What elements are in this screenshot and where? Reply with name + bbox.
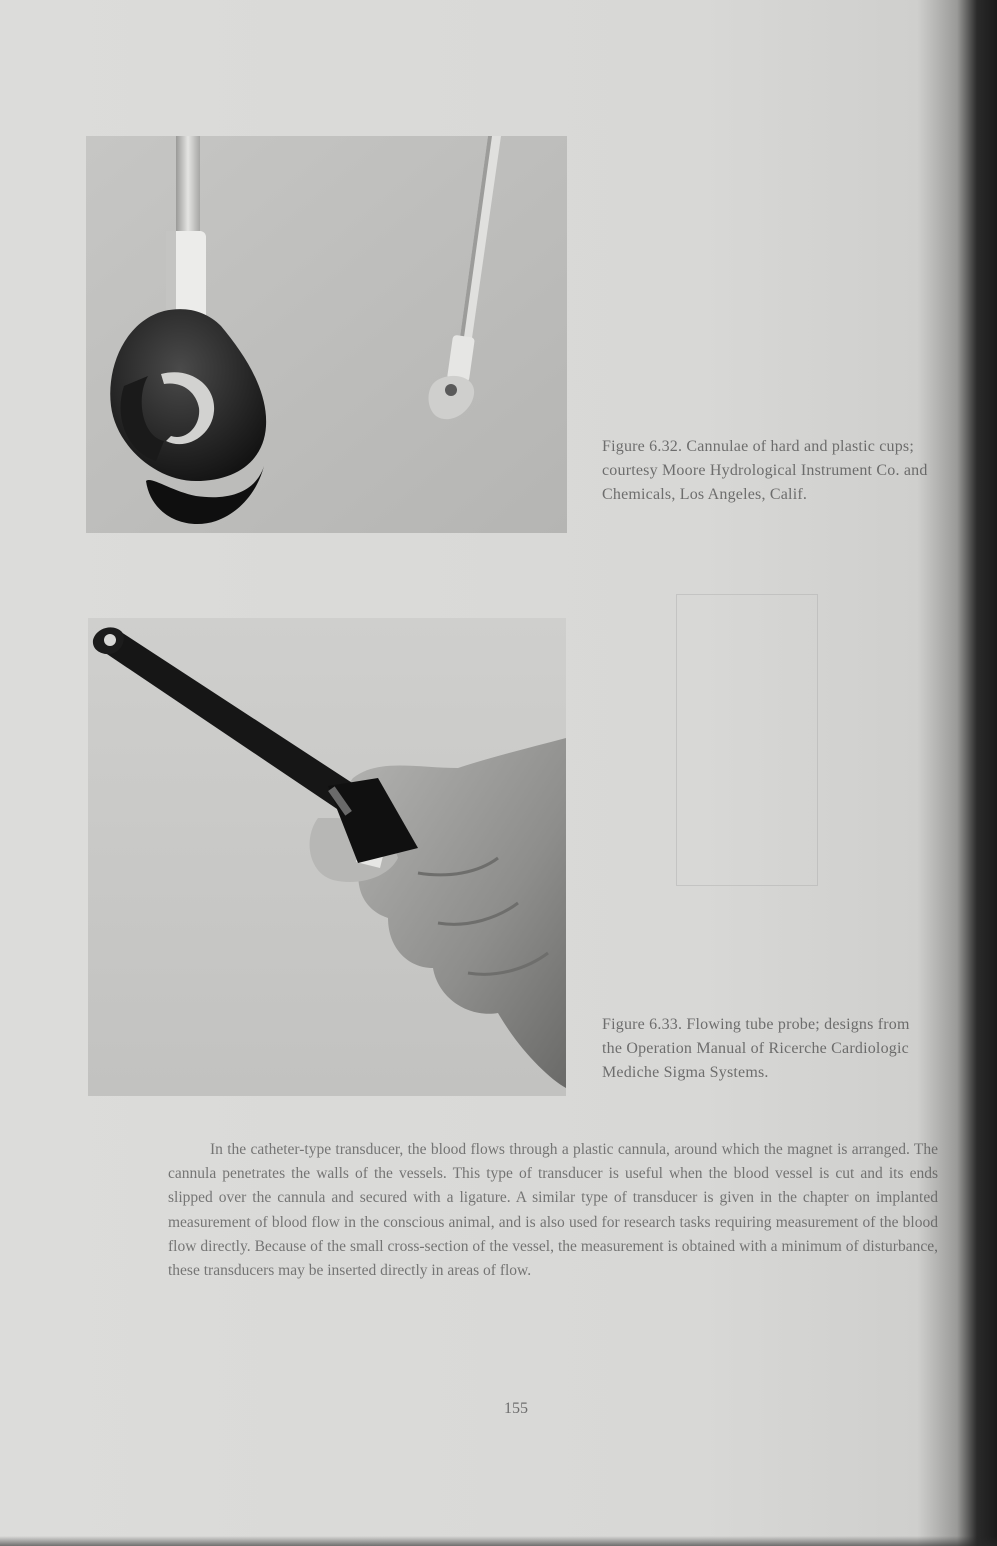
body-text (168, 1138, 938, 1283)
body-paragraph: In the catheter-type transducer, the blood flows through a plastic cannula, around which the magnet is arranged. The cannula penetrates the walls of the vessels. This type of transducer is useful when the blood vessel is cut and its ends slipped over the cannula and secured with a ligature. A similar type of transducer is given in the chapter on implanted measurement of blood flow in the conscious animal, and is also used for research tasks requiring measurement of the blood flow directly. Because of the small cross-section of the vessel, the measurement is obtained with a minimum of disturbance, these transducers may be inserted directly in areas of flow. (168, 1141, 938, 1280)
figure-bottom-caption: Figure 6.33. Flowing tube probe; designs from the Operation Manual of Ricerche Cardiologic Mediche Sigma Systems. (602, 1016, 910, 1081)
page-number: 155 (504, 1400, 528, 1417)
bleed-through-frame (676, 594, 818, 886)
figure-top-caption: Figure 6.32. Cannulae of hard and plastic cups; courtesy Moore Hydrological Instrument Co. and Chemicals, Los Angeles, Calif. (602, 438, 928, 503)
page-bottom-shadow (0, 1536, 997, 1546)
figure-top-photo (86, 136, 567, 533)
figure-bottom-photo (88, 618, 566, 1096)
